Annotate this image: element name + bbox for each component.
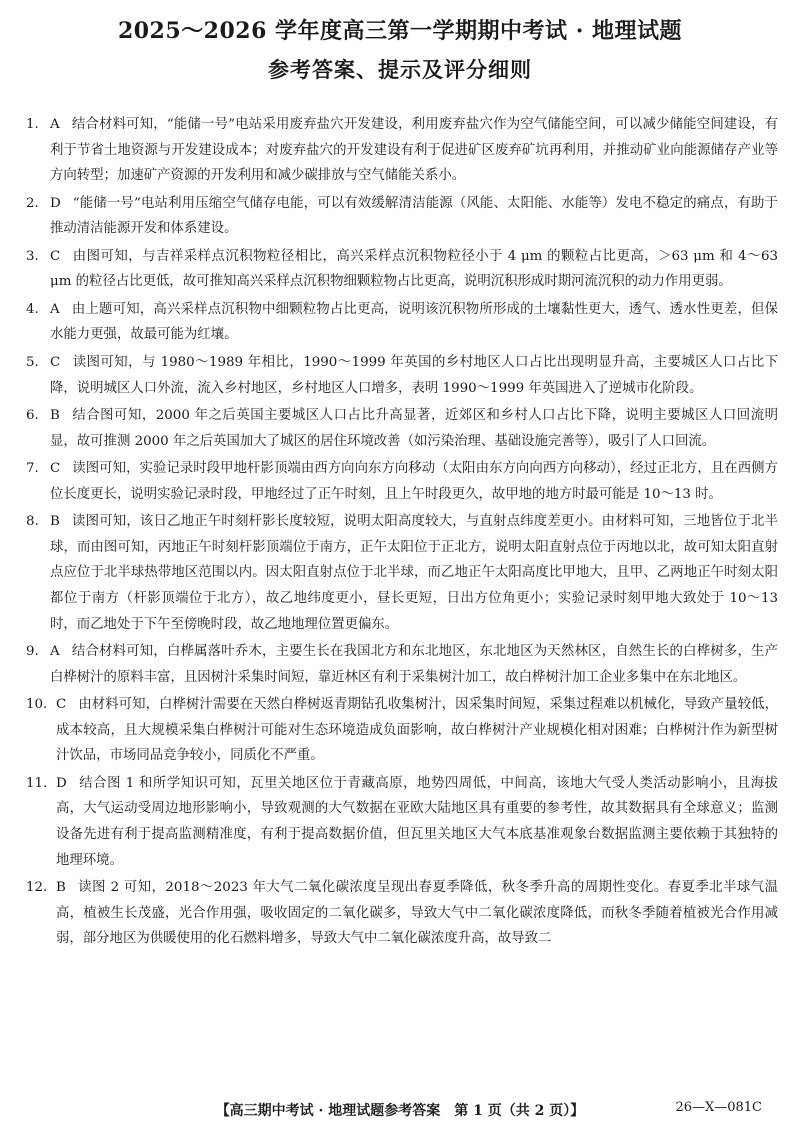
item-answer: B <box>50 407 60 423</box>
item-answer: C <box>56 697 67 713</box>
page-subtitle: 参考答案、提示及评分细则 <box>268 57 532 82</box>
item-answer: C <box>50 248 61 264</box>
item-answer: A <box>50 301 60 317</box>
answer-item-3 <box>26 244 778 295</box>
item-number: 2. <box>26 195 39 211</box>
answer-item-8 <box>26 509 778 637</box>
item-answer: A <box>50 644 60 659</box>
item-number: 8. <box>26 514 39 530</box>
item-number: 7. <box>26 461 39 477</box>
item-answer: A <box>50 117 60 132</box>
item-number: 6. <box>26 407 39 423</box>
item-explanation: 结合材料可知，白桦属落叶乔木，主要生长在我国北方和东北地区，东北地区为天然林区，自然生长的白桦树多，生产白桦树汁的原料丰富，且因树汁采集时间短，靠近林区有利于采集树汁加工，故白桦树汁加工企业多集中在东北地区。 <box>50 644 778 685</box>
item-explanation: 读图可知，实验记录时段甲地杆影顶端由西方向向东方向移动（太阳由东方向向西方向移动），经过正北方，且在西侧方位长度更长，说明实验记录时段，甲地经过了正午时刻，且上午时段更久，故甲地的地方时最可能是 10～13 时。 <box>50 461 778 502</box>
item-number: 1. <box>26 117 39 132</box>
item-explanation: 读图可知，与 1980～1989 年相比，1990～1999 年英国的乡村地区人口占比出现明显升高，主要城区人口占比下降，说明城区人口外流，流入乡村地区，乡村地区人口增多，表明 1990～1999 年英国进入了逆城市化阶段。 <box>50 354 778 396</box>
page-title: 2025～2026 学年度高三第一学期期中考试 · 地理试题 <box>117 18 683 44</box>
page-footer <box>0 1100 800 1124</box>
item-answer: B <box>56 880 66 896</box>
item-explanation: 由材料可知，白桦树汁需要在天然白桦树返青期钻孔收集树汁，因采集时间短，采集过程难以机械化，导致产量较低，成本较高，且大规模采集白桦树汁可能对生态环境造成负面影响，故白桦树汁产业规模化相对困难；白桦树汁作为新型树汁饮品，市场同品竞争较小，同质化不严重。 <box>56 697 778 764</box>
answer-item-4 <box>26 297 778 348</box>
item-answer: B <box>50 514 60 530</box>
item-explanation: 结合图 1 和所学知识可知，瓦里关地区位于青藏高原，地势四周低，中间高，该地大气受人类活动影响小，且海拔高，大气运动受周边地形影响小，导致观测的大气数据在亚欧大陆地区具有重要的参考性，故其数据具有全球意义；监测设备先进有利于提高监测精准度，有利于提高数据价值，但瓦里关地区大气本底基准观象台数据监测主要依赖于其独特的地理环境。 <box>56 775 778 868</box>
item-answer: C <box>50 461 61 477</box>
item-explanation: 结合图可知，2000 年之后英国主要城区人口占比升高显著，近郊区和乡村人口占比下降，说明主要城区人口回流明显，故可推测 2000 年之后英国加大了城区的居住环境改善（如污染治理、基础设施完善等），吸引了人口回流。 <box>50 407 778 449</box>
item-number: 10. <box>26 697 48 713</box>
item-number: 12. <box>26 880 48 896</box>
answer-item-9 <box>26 639 778 690</box>
answer-item-6 <box>26 403 778 454</box>
answer-item-12 <box>26 875 778 952</box>
item-explanation: 读图 2 可知，2018～2023 年大气二氧化碳浓度呈现出春夏季降低，秋冬季升高的周期性变化。春夏季北半球气温高，植被生长茂盛，光合作用强，吸收固定的二氧化碳多，导致大气中二氧化碳浓度降低，而秋冬季随着植被光合作用减弱，部分地区为供暖使用的化石燃料增多，导致大气中二氧化碳浓度升高，故导致二 <box>56 880 778 947</box>
answer-item-5 <box>26 350 778 401</box>
answer-item-11 <box>26 771 778 873</box>
item-answer: D <box>56 775 67 791</box>
answer-item-1 <box>26 112 778 189</box>
item-answer: D <box>50 195 61 211</box>
answer-item-10 <box>26 692 778 769</box>
item-explanation: 读图可知，该日乙地正午时刻杆影长度较短，说明太阳高度较大，与直射点纬度差更小。由材料可知，三地皆位于北半球，而由图可知，丙地正午时刻杆影顶端位于南方，正午太阳位于正北方，说明太阳直射点位于丙地以北，故可知太阳直射点应位于北半球热带地区范围以内。因太阳直射点位于北半球，而乙地正午太阳高度比甲地大，且甲、乙两地正午时刻太阳都位于南方（杆影顶端位于北方），故乙地纬度更小，昼长更短，日出方位角更小；实验记录时刻甲地大致处于 10～13 时，而乙地处于下午至傍晚时段，故乙地地理位置更偏东。 <box>50 514 778 632</box>
item-number: 3. <box>26 248 39 264</box>
answer-item-7 <box>26 456 778 507</box>
item-number: 11. <box>26 775 48 791</box>
item-number: 4. <box>26 301 39 317</box>
item-answer: C <box>50 354 61 370</box>
answer-item-2 <box>26 191 778 242</box>
item-explanation: 由图可知，与吉祥采样点沉积物粒径相比，高兴采样点沉积物粒径小于 4 μm 的颗粒占比更高，＞63 μm 和 4～63 μm 的粒径占比更低，故可推知高兴采样点沉积物细颗粒物占比更高，说明沉积形成时期河流沉积的动力作用更弱。 <box>50 248 778 290</box>
answer-list <box>26 112 778 954</box>
item-explanation: 由上题可知，高兴采样点沉积物中细颗粒物占比更高，说明该沉积物所形成的土壤黏性更大，透气、透水性更差，但保水能力更强，故最可能为红壤。 <box>50 301 778 343</box>
item-explanation: 结合材料可知，“能储一号”电站采用废弃盐穴开发建设，利用废弃盐穴作为空气储能空间，可以减少储能空间建设，有利于节省土地资源与开发建设成本；对废弃盐穴的开发建设有利于促进矿区废弃矿坑再利用，并推动矿业向能源储存产业等方向转型；加速矿产资源的开发利用和减少碳排放与空气储能关系小。 <box>50 117 778 184</box>
footer-paper-code: 26—X—081C <box>675 1100 762 1115</box>
item-explanation: “能储一号”电站利用压缩空气储存电能，可以有效缓解清洁能源（风能、太阳能、水能等）发电不稳定的痛点，有助于推动清洁能源开发和体系建设。 <box>50 195 778 237</box>
item-number: 5. <box>26 354 39 370</box>
item-number: 9. <box>26 644 39 659</box>
footer-page-info: 【高三期中考试 · 地理试题参考答案 第 1 页（共 2 页）】 <box>215 1103 585 1119</box>
